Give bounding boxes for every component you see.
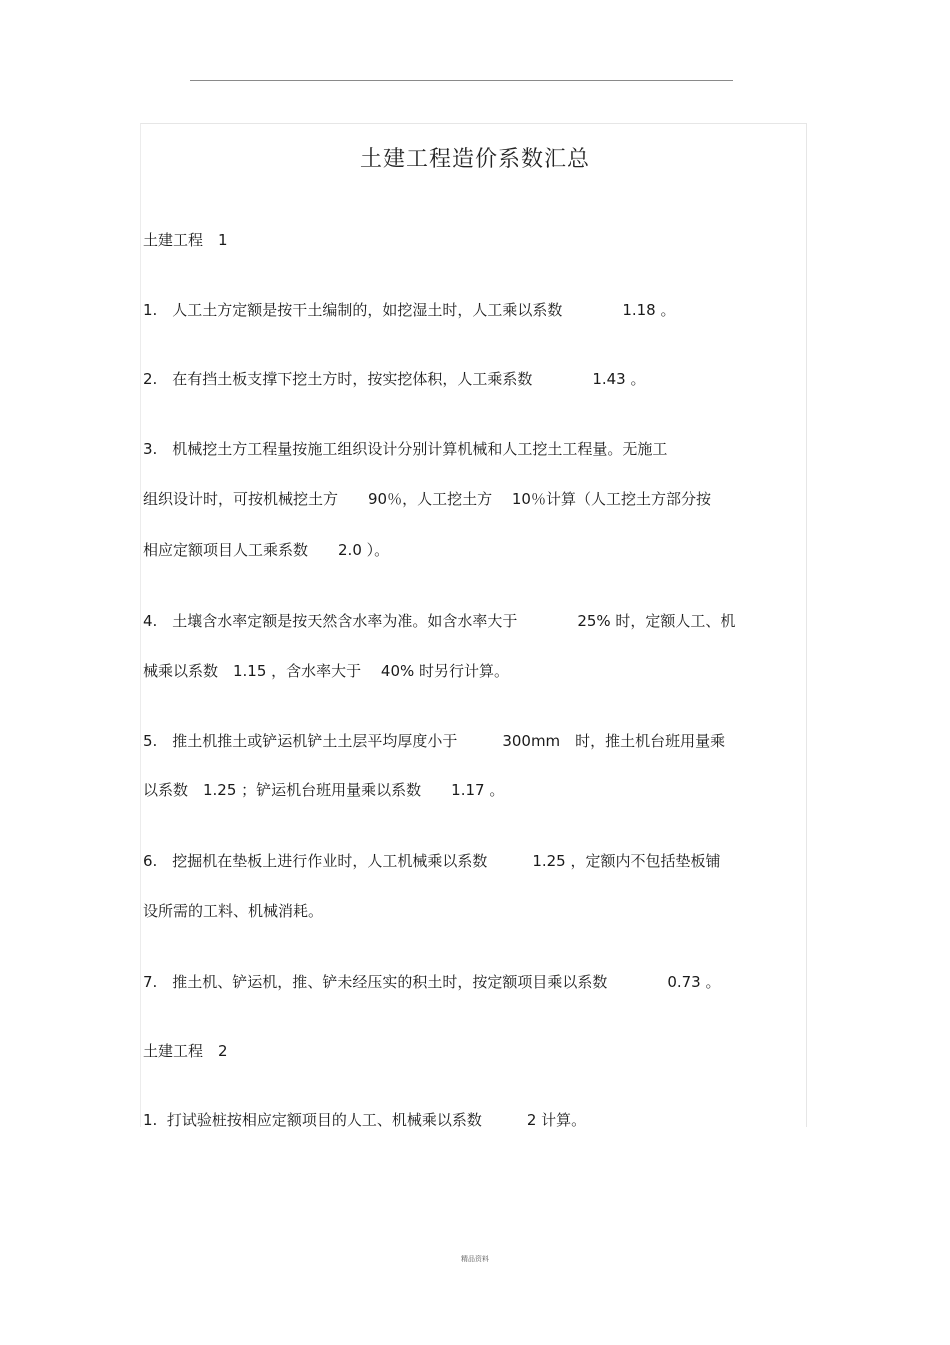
section-heading-2: 土建工程 2: [143, 1042, 228, 1060]
paragraph-line: 7. 推土机、铲运机，推、铲未经压实的积土时，按定额项目乘以系数 0.73 。: [143, 973, 721, 991]
paragraph-line: 械乘以系数 1.15 ，含水率大于 40% 时另行计算。: [143, 662, 510, 680]
paragraph-line: 1. 打试验桩按相应定额项目的人工、机械乘以系数 2 计算。: [143, 1111, 587, 1129]
page-footer: 精品资料: [461, 1255, 489, 1263]
paragraph-line: 组织设计时，可按机械挖土方 90％，人工挖土方 10％计算（人工挖土方部分按: [143, 490, 711, 508]
paragraph-line: 4. 土壤含水率定额是按天然含水率为准。如含水率大于 25% 时，定额人工、机: [143, 612, 736, 630]
paragraph-line: 设所需的工料、机械消耗。: [143, 902, 324, 920]
paragraph-line: 3. 机械挖土方工程量按施工组织设计分别计算机械和人工挖土工程量。无施工: [143, 440, 668, 458]
section-heading-1: 土建工程 1: [143, 231, 228, 249]
header-rule: [190, 80, 733, 81]
paragraph-line: 1. 人工土方定额是按干土编制的，如挖湿土时，人工乘以系数 1.18 。: [143, 301, 676, 319]
paragraph-line: 5. 推土机推土或铲运机铲土土层平均厚度小于 300mm 时，推土机台班用量乘: [143, 732, 726, 750]
paragraph-line: 相应定额项目人工乘系数 2.0 ）。: [143, 541, 390, 559]
paragraph-line: 以系数 1.25 ；铲运机台班用量乘以系数 1.17 。: [143, 781, 505, 799]
document-title: 土建工程造价系数汇总: [359, 147, 590, 172]
paragraph-line: 6. 挖掘机在垫板上进行作业时，人工机械乘以系数 1.25 ，定额内不包括垫板铺: [143, 852, 721, 870]
paragraph-line: 2. 在有挡土板支撑下挖土方时，按实挖体积，人工乘系数 1.43 。: [143, 370, 646, 388]
